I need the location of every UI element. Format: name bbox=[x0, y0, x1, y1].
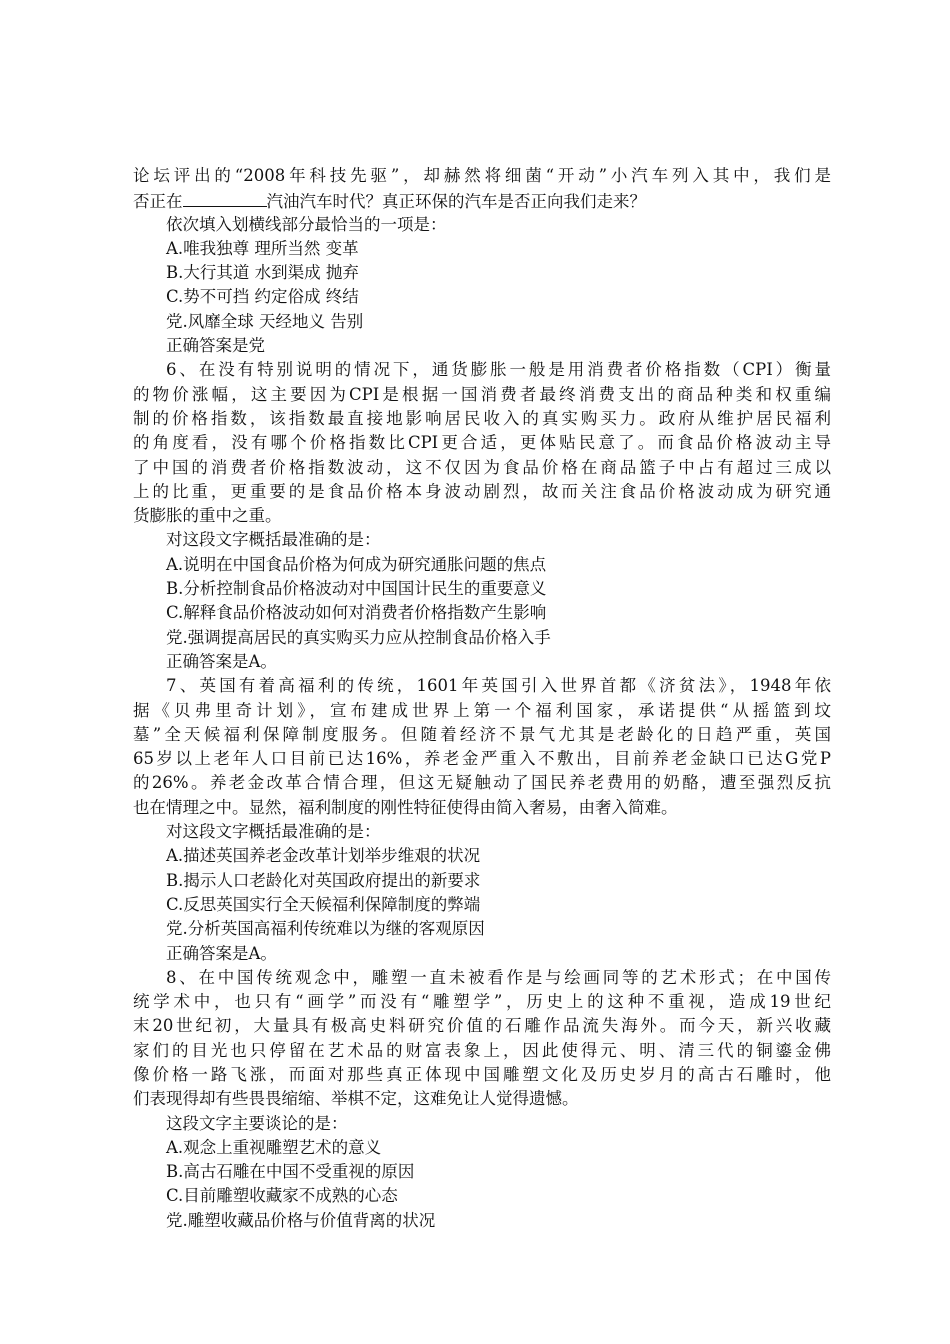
q5-passage-text-after: 汽油汽车时代？真正环保的汽车是否正向我们走来？ bbox=[266, 192, 646, 212]
q6-passage-line: 了中国的消费者价格指数波动，这不仅因为食品价格在商品篮子中占有超过三成以 bbox=[133, 457, 831, 477]
q6-option-c: C.解释食品价格波动如何对消费者价格指数产生影响 bbox=[166, 603, 547, 623]
q7-passage-line: 65岁以上老年人口目前已达16%，养老金严重入不敷出，目前养老金缺口已达G党P bbox=[133, 749, 831, 769]
q6-answer: 正确答案是A。 bbox=[166, 651, 277, 671]
q8-passage-line: 统学术中，也只有“画学”而没有“雕塑学”，历史上的这种不重视，造成19世纪 bbox=[133, 992, 831, 1012]
q8-option-d: 党.雕塑收藏品价格与价值背离的状况 bbox=[166, 1210, 436, 1230]
q6-option-d: 党.强调提高居民的真实购买力应从控制食品价格入手 bbox=[166, 627, 551, 647]
q6-passage-line: 的角度看，没有哪个价格指数比CPI更合适，更体贴民意了。而食品价格波动主导 bbox=[133, 433, 831, 453]
q6-passage-line: 的物价涨幅，这主要因为CPI是根据一国消费者最终消费支出的商品种类和权重编 bbox=[133, 384, 831, 404]
q6-option-a: A.说明在中国食品价格为何成为研究通胀问题的焦点 bbox=[166, 554, 547, 574]
q8-option-c: C.目前雕塑收藏家不成熟的心态 bbox=[166, 1186, 398, 1206]
q7-answer: 正确答案是A。 bbox=[166, 943, 277, 963]
q5-option-a: A.唯我独尊 理所当然 变革 bbox=[166, 238, 359, 258]
q5-answer: 正确答案是党 bbox=[166, 336, 265, 356]
q7-passage-line: 7、英国有着高福利的传统，1601年英国引入世界首都《济贫法》，1948年依 bbox=[166, 676, 831, 696]
q7-passage-line: 也在情理之中。显然，福利制度的刚性特征使得由简入奢易，由奢入简难。 bbox=[133, 797, 678, 817]
q5-passage bbox=[133, 164, 831, 213]
q7-passage-line: 据《贝弗里奇计划》，宣布建成世界上第一个福利国家，承诺提供“从摇篮到坟 bbox=[133, 700, 831, 720]
q6-prompt: 对这段文字概括最准确的是： bbox=[166, 530, 381, 550]
q6-option-b: B.分析控制食品价格波动对中国国计民生的重要意义 bbox=[166, 579, 547, 599]
q8-passage-line: 末20世纪初，大量具有极高史料研究价值的石雕作品流失海外。而今天，新兴收藏 bbox=[133, 1016, 831, 1036]
q7-option-d: 党.分析英国高福利传统难以为继的客观原因 bbox=[166, 919, 485, 939]
q6-passage-line: 货膨胀的重中之重。 bbox=[133, 506, 282, 526]
q8-prompt: 这段文字主要谈论的是： bbox=[166, 1113, 348, 1133]
fill-in-blank bbox=[183, 188, 267, 207]
q6-passage-line: 6、在没有特别说明的情况下，通货膨胀一般是用消费者价格指数（CPI）衡量 bbox=[166, 360, 831, 380]
q5-passage-line bbox=[133, 188, 831, 212]
q5-passage-text-before: 否正在 bbox=[133, 192, 183, 212]
q5-passage-line: 论坛评出的“2008年科技先驱”，却赫然将细菌“开动”小汽车列入其中，我们是 bbox=[133, 166, 831, 185]
q8-passage-line: 8、在中国传统观念中，雕塑一直未被看作是与绘画同等的艺术形式；在中国传 bbox=[166, 967, 831, 987]
q8-option-b: B.高古石雕在中国不受重视的原因 bbox=[166, 1162, 415, 1182]
q7-option-b: B.揭示人口老龄化对英国政府提出的新要求 bbox=[166, 870, 481, 890]
q5-option-b: B.大行其道 水到渠成 抛弃 bbox=[166, 263, 359, 283]
q8-passage-line: 们表现得却有些畏畏缩缩、举棋不定，这难免让人觉得遗憾。 bbox=[133, 1089, 579, 1109]
q5-option-d: 党.风靡全球 天经地义 告别 bbox=[166, 311, 364, 331]
q5-option-c: C.势不可挡 约定俗成 终结 bbox=[166, 287, 359, 307]
q7-passage-line: 墓”全天候福利保障制度服务。但随着经济不景气尤其是老龄化的日趋严重，英国 bbox=[133, 724, 831, 744]
q6-passage bbox=[133, 358, 831, 528]
document-page bbox=[133, 164, 831, 1233]
q8-passage-line: 家们的目光也只停留在艺术品的财富表象上，因此使得元、明、清三代的铜鎏金佛 bbox=[133, 1040, 831, 1060]
q7-prompt: 对这段文字概括最准确的是： bbox=[166, 822, 381, 842]
q6-passage-line: 上的比重，更重要的是食品价格本身波动剧烈，故而关注食品价格波动成为研究通 bbox=[133, 481, 831, 501]
q7-passage bbox=[133, 674, 831, 820]
q5-prompt: 依次填入划横线部分最恰当的一项是： bbox=[166, 214, 447, 234]
q6-passage-line: 制的价格指数，该指数最直接地影响居民收入的真实购买力。政府从维护居民福利 bbox=[133, 408, 831, 428]
q7-option-a: A.描述英国养老金改革计划举步维艰的状况 bbox=[166, 846, 481, 866]
q8-passage bbox=[133, 966, 831, 1112]
q7-passage-line: 的26%。养老金改革合情合理，但这无疑触动了国民养老费用的奶酪，遭至强烈反抗 bbox=[133, 773, 831, 793]
q8-option-a: A.观念上重视雕塑艺术的意义 bbox=[166, 1137, 382, 1157]
q7-option-c: C.反思英国实行全天候福利保障制度的弊端 bbox=[166, 894, 481, 914]
q8-passage-line: 像价格一路飞涨，而面对那些真正体现中国雕塑文化及历史岁月的高古石雕时，他 bbox=[133, 1064, 831, 1084]
